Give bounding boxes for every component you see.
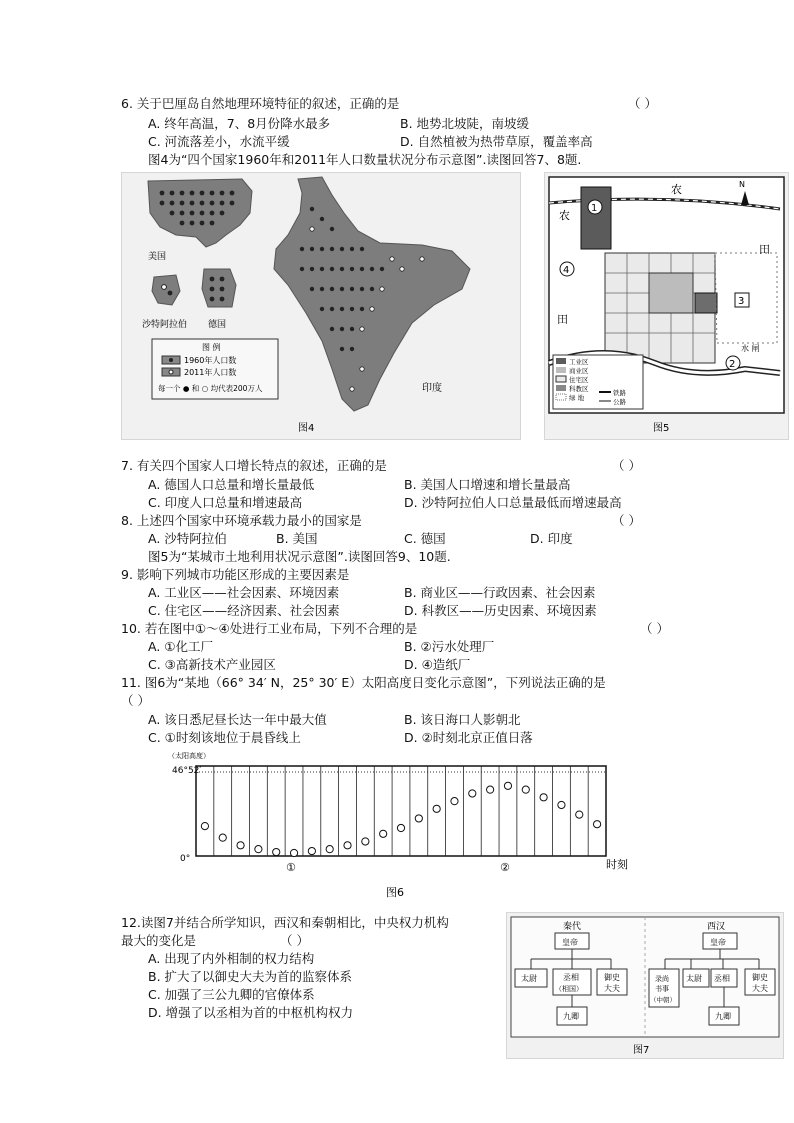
q12-option-c: C. 加强了三公九卿的官僚体系	[148, 987, 315, 1002]
fig5-field-label-2: 田	[557, 313, 568, 326]
q10-bracket: （ ）	[640, 621, 669, 636]
usa-label: 美国	[148, 252, 167, 262]
fig6-ymin-label: 0°	[180, 854, 191, 864]
svg-text:皇帝: 皇帝	[710, 938, 726, 947]
q7-bracket: （ ）	[612, 458, 641, 473]
india-shape	[274, 177, 470, 411]
fig6-xlabel: 时刻	[606, 858, 628, 871]
north-label: N	[739, 180, 745, 189]
industrial-zone	[581, 187, 611, 249]
svg-text:录尚: 录尚	[655, 975, 669, 983]
saudi-label: 沙特阿拉伯	[142, 320, 188, 330]
fig4-intro: 图4为“四个国家1960年和2011年人口数量状况分布示意图”.读图回答7、8题.	[148, 152, 582, 167]
q7-option-d: D. 沙特阿拉伯人口总量最低而增速最高	[404, 495, 622, 510]
figure-4-svg	[122, 173, 520, 439]
figure-5-svg	[545, 173, 788, 439]
q8-bracket: （ ）	[612, 513, 641, 528]
svg-text:皇帝: 皇帝	[562, 938, 578, 947]
fig5-river-label: 水 闸	[741, 344, 760, 353]
svg-text:丞相: 丞相	[714, 974, 730, 983]
q10-stem: 10. 若在图中①～④处进行工业布局，下列不合理的是	[121, 621, 418, 636]
fig6-ylabel: （太阳高度）	[168, 752, 210, 760]
figure-7-diagram	[506, 912, 784, 1059]
saudi-shape	[152, 275, 180, 305]
svg-text:1: 1	[591, 203, 598, 214]
legend-note: 每一个 ● 和 ○ 均代表200万人	[158, 384, 263, 393]
q12-bracket: （ ）	[280, 933, 309, 948]
svg-text:太尉: 太尉	[521, 974, 537, 983]
fig6-ymax-label: 46°52′	[172, 766, 202, 776]
q6-option-c: C. 河流落差小，水流平缓	[148, 134, 290, 149]
fig6-marker-2: ②	[500, 861, 510, 874]
fig6-frame	[196, 766, 606, 856]
svg-text:（相国）: （相国）	[555, 985, 583, 993]
q9-option-d: D. 科教区——历史因素、环境因素	[404, 603, 597, 618]
q7-option-a: A. 德国人口总量和增长量最低	[148, 477, 315, 492]
fig6-data-point	[273, 848, 280, 855]
fig6-data-point	[290, 849, 297, 856]
fig6-data-point	[308, 847, 315, 854]
svg-text:住宅区: 住宅区	[569, 376, 589, 384]
figure-4-caption: 图4	[298, 423, 315, 434]
svg-text:铁路: 铁路	[613, 389, 626, 397]
q6-option-a: A. 终年高温，7、8月份降水最多	[148, 116, 331, 131]
fig6-marker-1: ①	[286, 861, 296, 874]
q9-option-a: A. 工业区——社会因素、环境因素	[148, 585, 340, 600]
q9-stem: 9. 影响下列城市功能区形成的主要因素是	[121, 567, 350, 582]
q12-stem-line2: 最大的变化是	[121, 933, 197, 948]
fig6-data-point	[593, 821, 600, 828]
q8-option-b: B. 美国	[276, 531, 318, 546]
fig6-data-point	[201, 823, 208, 830]
svg-text:九卿: 九卿	[715, 1012, 731, 1021]
germany-label: 德国	[208, 320, 227, 330]
q8-option-a: A. 沙特阿拉伯	[148, 531, 227, 546]
fig6-data-point	[487, 786, 494, 793]
figure-6-svg	[168, 750, 648, 900]
figure-6-chart	[168, 750, 648, 900]
svg-text:4: 4	[563, 265, 570, 276]
svg-text:3: 3	[738, 296, 745, 307]
fig6-data-point	[397, 824, 404, 831]
q12-stem-line1: 12.读图7并结合所学知识，西汉和秦朝相比，中央权力机构	[121, 915, 449, 930]
svg-text:绿 地: 绿 地	[569, 394, 585, 402]
q6-option-d: D. 自然植被为热带草原，覆盖率高	[400, 134, 593, 149]
svg-text:书事: 书事	[655, 985, 669, 993]
figure-6-caption: 图6	[386, 886, 404, 899]
figure-5-caption: 图5	[653, 423, 670, 434]
fig5-intro: 图5为“某城市土地利用状况示意图”.读图回答9、10题.	[148, 549, 451, 564]
fig6-data-point	[344, 842, 351, 849]
q9-option-b: B. 商业区——行政因素、社会因素	[404, 585, 596, 600]
svg-text:御史: 御史	[752, 973, 768, 982]
svg-text:（中朝）: （中朝）	[650, 996, 676, 1004]
fig6-data-point	[380, 830, 387, 837]
q12-option-b: B. 扩大了以御史大夫为首的监察体系	[148, 969, 353, 984]
svg-text:太尉: 太尉	[686, 974, 702, 983]
q11-option-d: D. ②时刻北京正值日落	[404, 730, 533, 745]
fig6-data-point	[415, 815, 422, 822]
q10-option-c: C. ③高新技术产业园区	[148, 657, 276, 672]
q7-option-c: C. 印度人口总量和增速最高	[148, 495, 303, 510]
svg-text:丞相: 丞相	[563, 973, 579, 982]
fig6-data-point	[326, 846, 333, 853]
q10-option-b: B. ②污水处理厂	[404, 639, 495, 654]
svg-text:2: 2	[729, 359, 736, 370]
q11-stem: 11. 图6为“某地（66° 34′ N，25° 30′ E）太阳高度日变化示意图”，下列说法正确的是	[121, 675, 606, 690]
q7-option-b: B. 美国人口增速和增长量最高	[404, 477, 571, 492]
svg-text:大夫: 大夫	[604, 984, 620, 993]
q11-bracket: （ ）	[121, 693, 150, 708]
fig6-data-point	[469, 790, 476, 797]
qin-label: 秦代	[563, 922, 582, 932]
svg-text:商业区: 商业区	[569, 367, 589, 375]
svg-text:公路: 公路	[613, 398, 626, 406]
q8-option-c: C. 德国	[404, 531, 446, 546]
q7-stem: 7. 有关四个国家人口增长特点的叙述，正确的是	[121, 458, 387, 473]
figure-4-map	[121, 172, 521, 440]
svg-text:工业区: 工业区	[569, 358, 589, 366]
q6-bracket: （ ）	[628, 96, 657, 111]
fig5-field-label-1: 田	[759, 243, 770, 256]
fig6-data-point	[219, 834, 226, 841]
svg-text:科教区: 科教区	[569, 385, 589, 393]
svg-text:九卿: 九卿	[563, 1012, 579, 1021]
fig6-data-point	[504, 782, 511, 789]
q12-option-d: D. 增强了以丞相为首的中枢机构权力	[148, 1005, 354, 1020]
germany-shape	[202, 269, 236, 307]
india-label: 印度	[422, 383, 442, 394]
svg-text:大夫: 大夫	[752, 984, 768, 993]
fig6-data-point	[362, 838, 369, 845]
commercial-zone	[649, 273, 693, 313]
q10-option-a: A. ①化工厂	[148, 639, 213, 654]
figure-7-svg	[507, 913, 783, 1058]
fig5-farm-label-2: 农	[559, 209, 570, 222]
fig6-data-point	[522, 786, 529, 793]
q11-option-a: A. 该日悉尼昼长达一年中最大值	[148, 712, 327, 727]
fig6-data-point	[255, 846, 262, 853]
fig6-data-point	[540, 794, 547, 801]
han-label: 西汉	[707, 922, 726, 932]
legend-title: 图 例	[202, 343, 221, 352]
figure-7-caption: 图7	[633, 1045, 650, 1056]
legend-2011: 2011年人口数	[184, 368, 237, 377]
q6-option-b: B. 地势北坡陡，南坡缓	[400, 116, 530, 131]
q8-stem: 8. 上述四个国家中环境承载力最小的国家是	[121, 513, 362, 528]
q10-option-d: D. ④造纸厂	[404, 657, 471, 672]
figure-5-map	[544, 172, 789, 440]
fig6-data-point	[576, 811, 583, 818]
legend-1960: 1960年人口数	[184, 356, 237, 365]
q11-option-c: C. ①时刻该地位于晨昏线上	[148, 730, 301, 745]
q9-option-c: C. 住宅区——经济因素、社会因素	[148, 603, 340, 618]
q12-option-a: A. 出现了内外相制的权力结构	[148, 951, 315, 966]
q6-stem: 6. 关于巴厘岛自然地理环境特征的叙述，正确的是	[121, 96, 400, 111]
fig5-farm-label-1: 农	[671, 183, 682, 196]
q11-option-b: B. 该日海口人影朝北	[404, 712, 521, 727]
fig6-data-point	[237, 842, 244, 849]
q8-option-d: D. 印度	[530, 531, 573, 546]
fig6-data-point	[433, 805, 440, 812]
svg-text:御史: 御史	[604, 973, 620, 982]
fig6-data-point	[558, 801, 565, 808]
fig6-data-point	[451, 798, 458, 805]
